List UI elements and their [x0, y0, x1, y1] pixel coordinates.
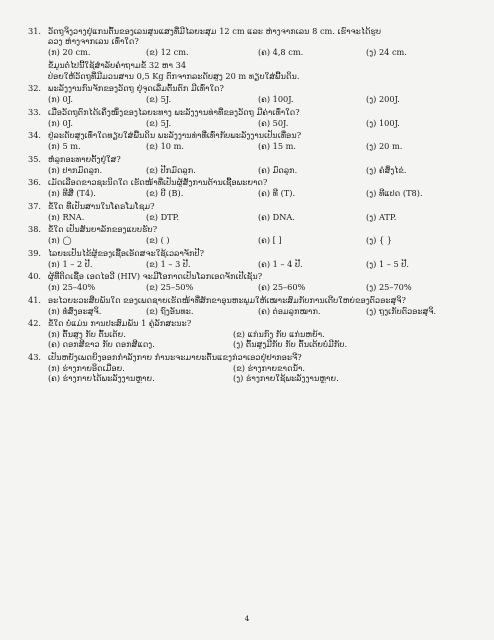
answer-options	[28, 188, 476, 198]
answer-option: (ງ) 20 m.	[366, 141, 403, 151]
question-6	[28, 177, 476, 198]
answer-option: (ງ) 24 cm.	[366, 47, 407, 57]
answer-options	[28, 235, 476, 245]
question-number: 36.	[28, 177, 42, 187]
answer-option: (ຂ) 5J.	[146, 94, 172, 104]
answer-option: (ຂ) ແກ່ນກົງ ກັບ ແກ່ນຫຍ້າ.	[233, 329, 325, 339]
note-line: ປ່ອຍໃຫ້ວັດຖຸທີ່ມີມວນສານ 0,5 Kg ຕົກຈາກລະດັບສູງ 20 m ທຽບໃສ່ພື້ນດິນ.	[48, 70, 300, 81]
question-9	[28, 248, 476, 269]
answer-option: (ງ) ທີແປດ (T8).	[366, 188, 423, 198]
answer-option: (ງ) 200J.	[366, 94, 400, 104]
answer-option: (ຄ) ມົດລູກ.	[258, 164, 298, 175]
question-text: ຂໍ້ໃດ ເປັນສັນຍາລັກຂອງແບບຮັບ?	[48, 224, 158, 234]
answer-option: (ຄ) 15 m.	[258, 141, 297, 151]
question-text: ເມື່ອວັດຖຸຕົກໄດ້ເຄິ່ງໜຶ່ງຂອງໄລຍະທາງ ພະລັງງານທ່າທີ່ຂອງວັດຖຸ ມີຄ່າເທົ່າໃດ?	[48, 106, 300, 117]
question-3	[28, 107, 476, 128]
answer-option: (ຂ) 1 – 3 ປີ.	[146, 258, 191, 269]
answer-options	[28, 212, 476, 222]
question-10	[28, 271, 476, 292]
answer-options	[28, 306, 476, 316]
answer-option: (ກ) 1 – 2 ປີ.	[48, 258, 93, 269]
question-number: 35.	[28, 153, 42, 164]
answer-options	[28, 141, 476, 151]
answer-options	[28, 165, 476, 175]
note-line: ຂໍ້ມູນຕໍ່ໄປນີ້ໃຊ້ສຳລັບຄຳຖາມຂໍ້ 32 ຫາ 34	[48, 59, 187, 70]
question-number: 40.	[28, 271, 42, 281]
answer-option: (ຄ) ດອກສີຂາວ ກັບ ດອກສີແດງ.	[48, 339, 155, 349]
answer-option: (ງ) ຖູງເກັບຕົວອະສຸຈິ.	[366, 305, 437, 316]
answer-option: (ກ) 0J.	[48, 94, 73, 104]
question-12	[28, 318, 476, 349]
answer-option: (ຄ) 100J.	[258, 94, 294, 104]
question-text: ຫໍ່ລູກອະທາຍຕັ້ງຢູ່ໃສ?	[48, 153, 121, 164]
question-text: ໄລຍະເປັນໄຂ້ຜູ້ຂອງເຊື້ອເອັດສຈະໃຊ້ເວລາຈັກປີ?	[48, 247, 205, 258]
question-number: 37.	[28, 200, 42, 211]
question-text: ຜູ້ທີ່ຕິດເຊື້ອ ເອດໄອວີ (HIV) ຈະມີໂອກາດເປັນໂລກເອດຈັກເປີເຊັນ?	[48, 271, 263, 281]
answer-option: (ງ) ຮ່າງກາຍໃຊ້ພະລັງງານຫຼາຍ.	[233, 372, 339, 383]
answer-option: (ງ) 100J.	[366, 117, 400, 128]
question-text: ຢູ່ລະດັບສູງເທົ່າໃດທຽບໃສ່ພື້ນດິນ ພະລັງງານທ່າທີ່ເທົ່າກັບພະລັງງານເປັນເທື່ອນ?	[48, 130, 302, 140]
answer-option: (ງ) ATP.	[366, 211, 397, 222]
answer-options	[28, 47, 476, 57]
answer-option: (ຂ) 10 m.	[146, 141, 184, 151]
question-7	[28, 201, 476, 222]
answer-option: (ຂ) DTP.	[146, 211, 180, 222]
question-text: ເມັດເລືອດຂາວຊະນິດໃດ ເຮັດໜ້າທີ່ເປັນຜູ້ສັ່ງການຕ້ານເຊື້ອພະຍາດ?	[48, 177, 268, 187]
question-text: ພະລັງງານກົນຈັກຂອງວັດຖຸ ຢູ່ຈຸດເລີ່ມຕົ້ນຕົກ ມີເທົ່າໃດ?	[48, 83, 224, 93]
answer-option: (ຄ) [ ]	[258, 235, 282, 245]
answer-option: (ກ) ທໍ່ສົ່ງອະສຸຈິ.	[48, 305, 102, 316]
answer-option: (ຄ) ທີ (T).	[258, 188, 296, 198]
question-number: 32.	[28, 83, 42, 93]
answer-option: (ກ) RNA.	[48, 211, 85, 222]
answer-options	[28, 118, 476, 128]
question-number: 39.	[28, 247, 42, 258]
answer-options	[28, 329, 476, 349]
question-text: ຂໍ້ໃດ ທີ່ເປັນສານໃນໂຄຣໂມໂຊມ?	[48, 200, 155, 211]
question-8	[28, 224, 476, 245]
answer-option: (ຂ) 12 cm.	[146, 47, 189, 57]
answer-option: (ຂ) 5J.	[146, 117, 172, 128]
answer-option: (ກ) ◯	[48, 235, 72, 245]
answer-option: (ກ) ປາກມົດລູກ.	[48, 164, 103, 175]
answer-option: (ງ) 1 – 5 ປີ.	[366, 258, 409, 269]
question-number: 41.	[28, 294, 42, 305]
answer-option: (ຄ) DNA.	[258, 211, 295, 222]
answer-option: (ຄ) ຮ່າງກາຍໄດ້ພະລັງງານຫຼາຍ.	[48, 372, 155, 383]
question-number: 42.	[28, 318, 42, 328]
answer-options	[28, 259, 476, 269]
answer-option: (ກ) ທີສີ່ (T4).	[48, 188, 96, 198]
answer-option: (ຄ) 1 – 4 ປີ.	[258, 258, 303, 269]
answer-option: (ຂ) ປີກມົດລູກ.	[146, 164, 196, 175]
answer-option: (ຂ) ບີ (B).	[146, 188, 184, 198]
question-number: 38.	[28, 224, 42, 234]
answer-option: (ຄ) ຕ່ອມລູກໝາກ.	[258, 305, 321, 316]
answer-option: (ງ) 25–70%	[366, 282, 412, 292]
answer-options	[28, 282, 476, 292]
answer-option: (ຄ) 25–60%	[258, 282, 306, 292]
answer-option: (ກ) 25–40%	[48, 282, 96, 292]
question-number: 43.	[28, 351, 42, 362]
answer-options	[28, 363, 476, 383]
answer-option: (ກ) ຮ່າງກາຍອິດເມື່ອຍ.	[48, 362, 125, 373]
answer-option: (ຂ) ( )	[146, 235, 170, 245]
question-0	[28, 26, 476, 57]
question-text: ວັດຖຸຈິງວາງຢູ່ແກນຕົ້ນຂອງເລນສູນແສງທີ່ມີໄລຍະສຸມ 12 cm ແລະ ຫ່າງຈາກເລນ 8 cm. ເຮົາຈະໄດ້ຮູບ	[48, 26, 382, 36]
question-5	[28, 154, 476, 175]
answer-option: (ຄ) 4,8 cm.	[258, 47, 304, 57]
question-number: 33.	[28, 106, 42, 117]
answer-option: (ຂ) ຖົງອັນທະ.	[146, 305, 194, 316]
answer-option: (ງ) ຕົ້ນສູງມີກັບ ກັບ ຕົ້ນເຕ້ຍບໍ່ມີກັບ.	[233, 339, 348, 349]
answer-option: (ກ) ຕົ້ນສູງ ກັບ ຕົ້ນເຕ້ຍ.	[48, 329, 126, 339]
answer-option: (ກ) 20 cm.	[48, 47, 91, 57]
instruction-note	[28, 60, 476, 81]
answer-option: (ກ) 5 m.	[48, 141, 81, 151]
question-number: 34.	[28, 130, 42, 140]
question-13	[28, 352, 476, 383]
question-11	[28, 295, 476, 316]
answer-option: (ງ) { }	[366, 235, 392, 245]
answer-options	[28, 94, 476, 104]
page-number: 4	[244, 614, 250, 623]
answer-option: (ຄ) 50J.	[258, 117, 289, 128]
answer-option: (ກ) 0J.	[48, 117, 73, 128]
question-number: 31.	[28, 26, 42, 36]
answer-option: (ຂ) 25–50%	[146, 282, 194, 292]
question-text-continued: ລວງ ຫ່າງຈາກເລນ ເທົ່າໃດ?	[48, 36, 139, 46]
answer-option: (ງ) ຄໍສິ່ງໄຂ່.	[366, 164, 407, 175]
question-2	[28, 83, 476, 104]
question-text: ອະໄວຍະວະສືບພັນໃດ ຂອງເພດຊາຍເຮັດໜ້າທີ່ສັກຂາອຸນຫະພູມໃຫ້ເໝາະສົມກັບການເຕີບໃຫຍ່ຂອງຕົວອະສຸຈິ?	[48, 294, 406, 305]
question-4	[28, 130, 476, 151]
answer-option: (ຂ) ຮ່າງກາຍຂາດນ້ຳ.	[233, 362, 305, 373]
question-text: ເປັນຫຍັງເພດຍິງອອກກຳລັງກາຍ ກຳນະຈະມາຍະຕົ້ນແຂງກ່ວາເອວຢູ່ຢາກອະຈີ?	[48, 351, 302, 362]
question-text: ຂໍ້ໃດ ບໍ່ແມ່ນ ການປະສົມພັນ 1 ຄູ່ລັກສະນະ?	[48, 318, 192, 328]
